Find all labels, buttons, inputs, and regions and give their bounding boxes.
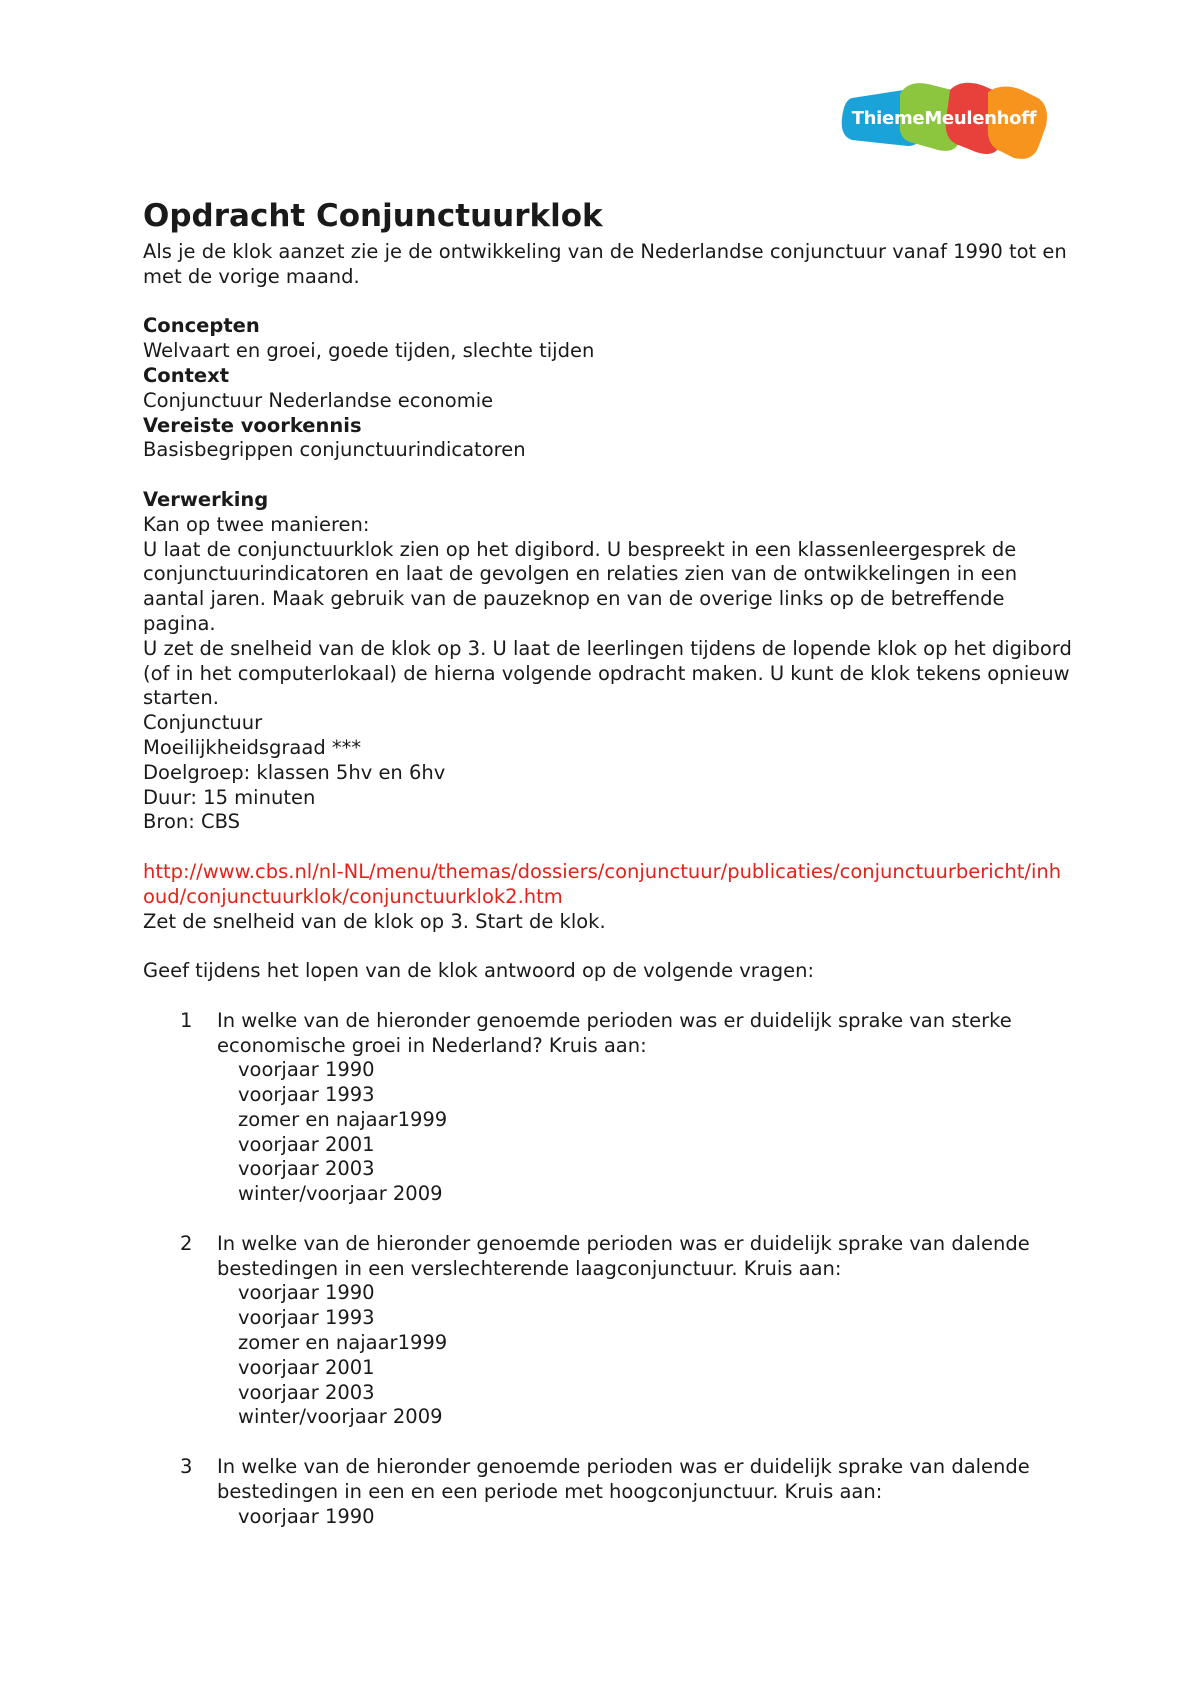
voorkennis-text: Basisbegrippen conjunctuurindicatoren: [143, 438, 526, 462]
concepten-text: Welvaart en groei, goede tijden, slechte tijden: [143, 339, 595, 363]
question-3: [143, 1455, 1073, 1529]
verwerking-line: Kan op twee manieren:: [143, 512, 370, 536]
option-item: zomer en najaar1999: [238, 1107, 448, 1131]
concepten-heading: Concepten: [143, 314, 260, 338]
option-item: voorjaar 2003: [238, 1157, 375, 1181]
option-item: voorjaar 1993: [238, 1083, 375, 1107]
intro-text: Als je de klok aanzet zie je de ontwikkeling van de Nederlandse conjunctuur vanaf 1990 tot en met de vorige maand.: [143, 240, 1067, 288]
question-text: In welke van de hieronder genoemde perioden was er duidelijk sprake van dalende bestedingen in een en een periode met hoogconjunctuur. Kruis aan:: [217, 1455, 1030, 1503]
option-item: voorjaar 1993: [238, 1306, 375, 1330]
question-2: [143, 1232, 1073, 1430]
instruction-text: Zet de snelheid van de klok op 3. Start de klok.: [143, 909, 606, 933]
option-list: [217, 1058, 1073, 1207]
question-text: In welke van de hieronder genoemde perioden was er duidelijk sprake van sterke economische groei in Nederland? Kruis aan:: [217, 1008, 1012, 1057]
context-text: Conjunctuur Nederlandse economie: [143, 388, 494, 412]
question-text: In welke van de hieronder genoemde perioden was er duidelijk sprake van dalende bestedingen in een verslechterende laagconjunctuur. Kruis aan:: [217, 1231, 1030, 1280]
verwerking-line: U laat de conjunctuurklok zien op het digibord. U bespreekt in een klassenleergesprek de conjunctuurindicatoren en laat de gevolgen en relaties zien van de ontwikkelingen in een aantal jaren. Maak gebruik van de pauzeknop en van de overige links op de betreffende pagina.: [143, 537, 1018, 635]
option-item: winter/voorjaar 2009: [238, 1182, 443, 1206]
voorkennis-heading: Vereiste voorkennis: [143, 413, 362, 437]
option-item: voorjaar 2001: [238, 1132, 375, 1156]
option-item: voorjaar 1990: [238, 1058, 375, 1082]
option-item: voorjaar 2003: [238, 1380, 375, 1404]
verwerking-line: Doelgroep: klassen 5hv en 6hv: [143, 760, 446, 784]
questions-intro: Geef tijdens het lopen van de klok antwoord op de volgende vragen:: [143, 959, 815, 983]
verwerking-line: U zet de snelheid van de klok op 3. U laat de leerlingen tijdens de lopende klok op het digibord (of in het computerlokaal) de hierna volgende opdracht maken. U kunt de klok tekens opnieuw starten.: [143, 636, 1072, 710]
option-item: voorjaar 2001: [238, 1355, 375, 1379]
verwerking-line: Bron: CBS: [143, 810, 241, 834]
option-item: voorjaar 1990: [238, 1281, 375, 1305]
verwerking-heading: Verwerking: [143, 487, 269, 511]
question-number: 1: [180, 1008, 193, 1032]
verwerking-line: Conjunctuur: [143, 711, 263, 735]
document-title: Opdracht Conjunctuurklok: [143, 198, 603, 234]
document-body: [143, 196, 1073, 1529]
thiememeulenhoff-logo: ThiemeMeulenhoff: [838, 78, 1050, 164]
context-heading: Context: [143, 363, 230, 387]
question-number: 3: [180, 1455, 193, 1479]
verwerking-line: Moeilijkheidsgraad ***: [143, 735, 362, 759]
cbs-link[interactable]: http://www.cbs.nl/nl-NL/menu/themas/dossiers/conjunctuur/publicaties/conjunctuurbericht/inhoud/conjunctuurklok/conjunctuurklok2.htm: [143, 859, 1062, 908]
verwerking-line: Duur: 15 minuten: [143, 785, 316, 809]
question-number: 2: [180, 1231, 193, 1255]
option-list: [217, 1281, 1073, 1430]
option-item: zomer en najaar1999: [238, 1331, 448, 1355]
option-list: [217, 1505, 1073, 1530]
option-item: voorjaar 1990: [238, 1504, 375, 1528]
question-1: [143, 1009, 1073, 1207]
option-item: winter/voorjaar 2009: [238, 1405, 443, 1429]
